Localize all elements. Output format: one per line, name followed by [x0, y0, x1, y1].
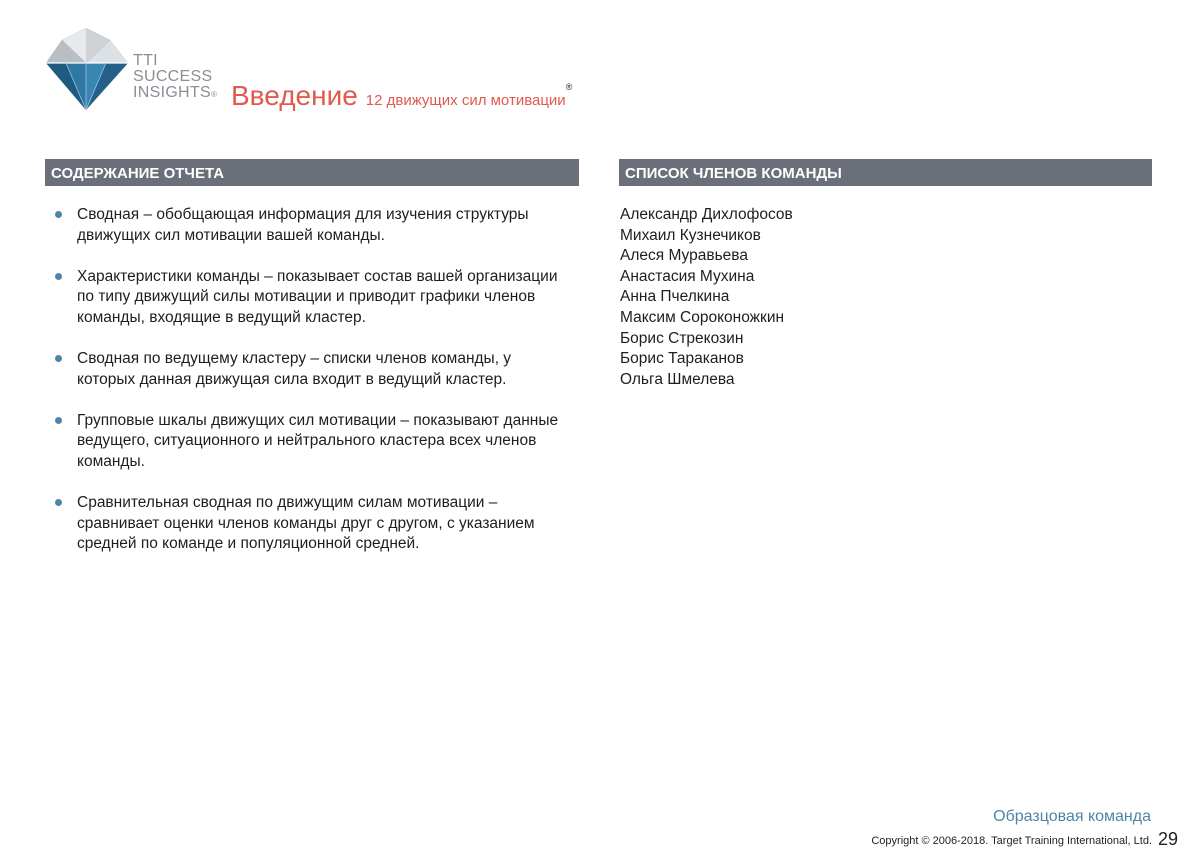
report-contents-header: СОДЕРЖАНИЕ ОТЧЕТА [45, 159, 579, 186]
list-item [52, 205, 572, 246]
team-members-header: СПИСОК ЧЛЕНОВ КОМАНДЫ [619, 159, 1152, 186]
report-contents-list [52, 205, 572, 575]
team-member: Анна Пчелкина [620, 288, 730, 306]
list-item [52, 267, 572, 329]
list-item-text: Сводная по ведущему кластеру – списки членов команды, у которых данная движущая сила входит в ведущий кластер. [77, 349, 512, 388]
list-item-text: Групповые шкалы движущих сил мотивации – показывают данные ведущего, ситуационного и нейтрального кластера всех членов команды. [77, 411, 559, 470]
brand-line: INSIGHTS [133, 84, 211, 101]
bullet-icon [55, 417, 62, 424]
page-title [231, 80, 572, 112]
list-item [52, 493, 572, 555]
list-item-text: Характеристики команды – показывает состав вашей организации по типу движущий силы мотивации и приводит графики членов команды, входящие в ведущий кластер. [77, 267, 558, 326]
team-member: Алеся Муравьева [620, 247, 748, 265]
list-item [52, 349, 572, 390]
team-members-list [620, 205, 793, 390]
footer-team-name: Образцовая команда [993, 808, 1151, 825]
team-member: Анастасия Мухина [620, 267, 755, 285]
list-item-text: Сравнительная сводная по движущим силам мотивации – сравнивает оценки членов команды друг с другом, с указанием средней по команде и популяционной средней. [77, 493, 535, 553]
brand-line: SUCCESS [133, 68, 213, 85]
logo [44, 28, 224, 112]
bullet-icon [55, 355, 62, 362]
bullet-icon [55, 273, 62, 280]
team-member: Борис Стрекозин [620, 329, 744, 347]
subtitle-registered-mark: ® [565, 82, 573, 92]
bullet-icon [55, 499, 62, 506]
list-item-text: Сводная – обобщающая информация для изучения структуры движущих сил мотивации вашей команды. [77, 206, 529, 244]
team-member: Максим Сороконожкин [620, 308, 785, 326]
brand-line: TTI [133, 52, 158, 69]
page-number: 29 [1157, 829, 1178, 849]
registered-mark: ® [210, 90, 218, 99]
diamond-icon [44, 28, 134, 112]
team-member: Ольга Шмелева [620, 370, 735, 388]
team-member: Александр Дихлофосов [620, 206, 793, 223]
footer-copyright: Copyright © 2006-2018. Target Training International, Ltd. [871, 835, 1152, 847]
team-member: Борис Тараканов [620, 350, 744, 368]
page-title-main: Введение [231, 80, 358, 111]
brand-wordmark [133, 53, 217, 103]
bullet-icon [55, 211, 62, 218]
list-item [52, 411, 572, 473]
team-member: Михаил Кузнечиков [620, 226, 761, 244]
page-subtitle: 12 движущих сил мотивации [365, 92, 566, 109]
